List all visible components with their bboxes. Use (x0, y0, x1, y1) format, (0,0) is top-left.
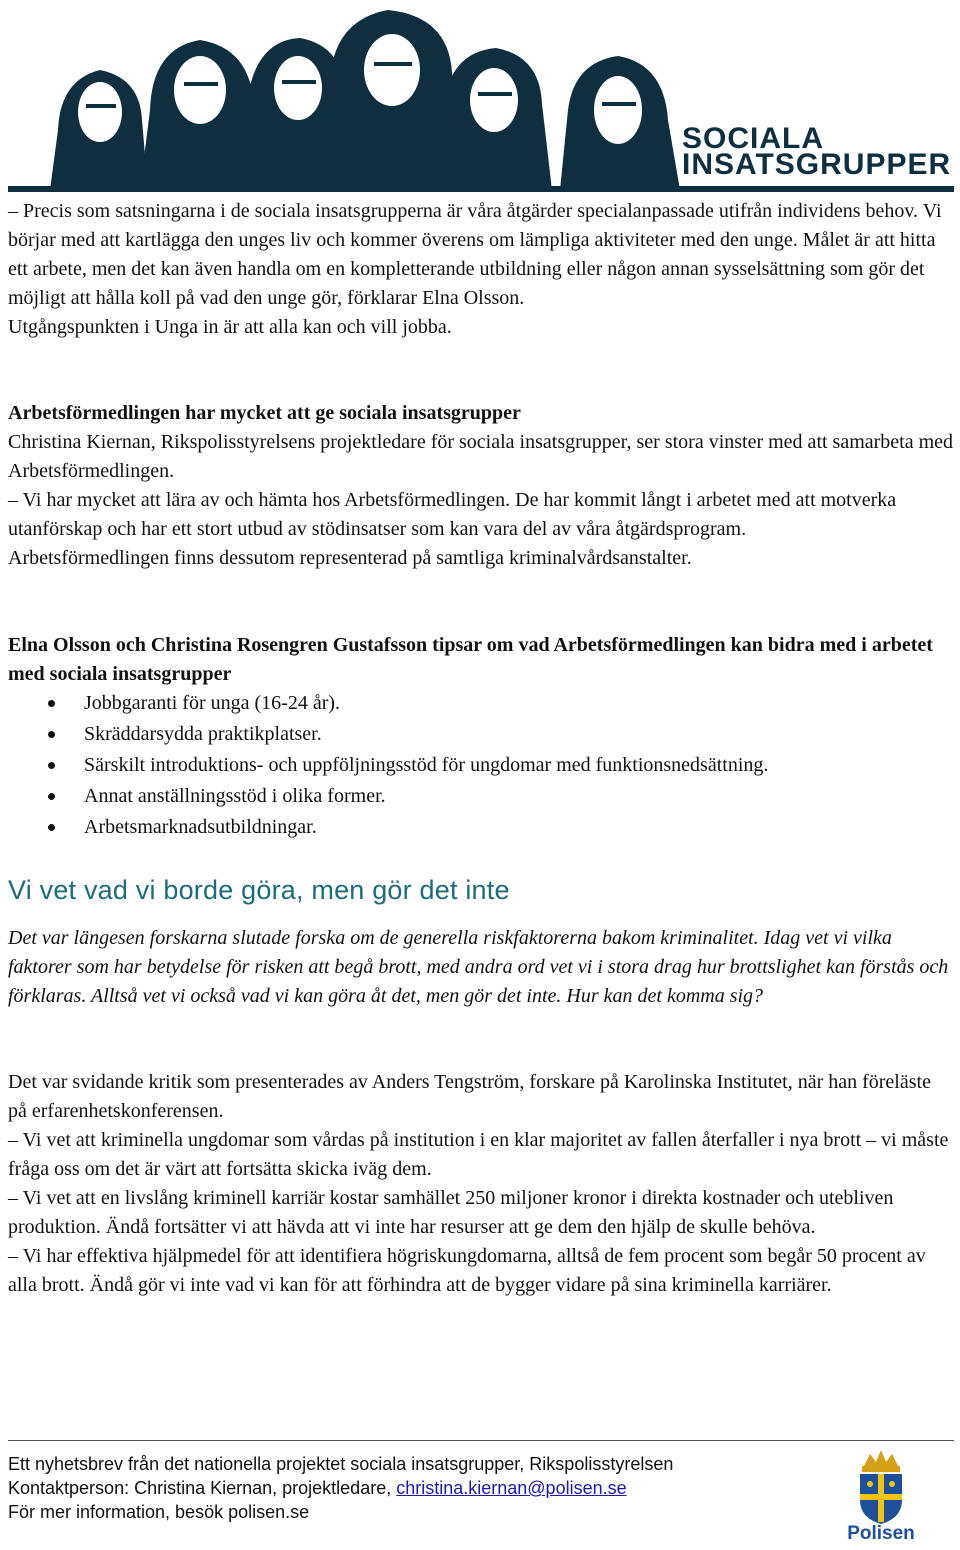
footer-divider (8, 1440, 954, 1441)
tips-heading: Elna Olsson och Christina Rosengren Gustafsson tipsar om vad Arbetsförmedlingen kan bidra med i arbetet med sociala insatsgrupper (8, 634, 933, 685)
brand-title-line1: SOCIALA (682, 122, 824, 155)
header-banner (0, 0, 960, 196)
bullet-icon (48, 824, 55, 831)
section-text: – Vi vet att en livslång kriminell karriär kostar samhället 250 miljoner kronor i direkta kostnader och utebliven produktion. Ändå fortsätter vi att hävda att vi inte har resurser att ge dem den hjälp de skulle behöva. (8, 1187, 894, 1238)
section-arbetsformedlingen (8, 399, 954, 573)
email-link[interactable]: christina.kiernan@polisen.se (396, 1478, 627, 1498)
section-text: Arbetsförmedlingen finns dessutom representerad på samtliga kriminalvårdsanstalter. (8, 547, 692, 569)
list-item: Skräddarsydda praktikplatser. (0, 719, 954, 750)
bullet-icon (48, 700, 55, 707)
list-item: Arbetsmarknadsutbildningar. (0, 812, 954, 843)
intro-paragraph (8, 197, 954, 342)
bullet-icon (48, 793, 55, 800)
footer-line: Ett nyhetsbrev från det nationella projektet sociala insatsgrupper, Rikspolisstyrelsen (8, 1454, 674, 1474)
section-text: Christina Kiernan, Rikspolisstyrelsens projektledare för sociala insatsgrupper, ser stora vinster med att samarbeta med Arbetsförmedlingen. (8, 431, 954, 482)
section-title: Vi vet vad vi borde göra, men gör det inte (8, 875, 510, 905)
brand-title-line2: INSATSGRUPPER (682, 148, 952, 181)
list-item: Jobbgaranti för unga (16-24 år). (0, 688, 954, 719)
section-heading: Arbetsförmedlingen har mycket att ge sociala insatsgrupper (8, 402, 521, 424)
list-item: Särskilt introduktions- och uppföljningsstöd för ungdomar med funktionsnedsättning. (0, 750, 954, 781)
section-text: – Vi har mycket att lära av och hämta hos Arbetsförmedlingen. De har kommit långt i arbetet med att motverka utanförskap och har ett stort utbud av stödinsatser som kan vara del av våra åtgärdsprogram. (8, 489, 897, 540)
footer-contact: Kontaktperson: Christina Kiernan, projektledare, christina.kiernan@polisen.se (8, 1478, 627, 1498)
section-body (8, 1068, 954, 1300)
tips-list (0, 688, 954, 843)
section-text: – Vi vet att kriminella ungdomar som vårdas på institution i en klar majoritet av fallen återfaller i nya brott – vi måste fråga oss om det är värt att fortsätta skicka iväg dem. (8, 1129, 949, 1180)
section-intro: Det var längesen forskarna slutade forska om de generella riskfaktorerna bakom kriminalitet. Idag vet vi vilka faktorer som har betydelse för risken att begå brott, med andra ord vet vi i stora drag hur brottslighet kan förstås och förklaras. Alltså vet vi också vad vi kan göra åt det, men gör det inte. Hur kan det komma sig? (8, 927, 949, 1007)
bullet-icon (48, 762, 55, 769)
footer (8, 1452, 838, 1524)
intro-paragraph-conclusion: Utgångspunkten i Unga in är att alla kan och vill jobba. (8, 316, 452, 338)
footer-line: För mer information, besök polisen.se (8, 1502, 310, 1522)
bullet-icon (48, 731, 55, 738)
section-text: – Vi har effektiva hjälpmedel för att identifiera högriskungdomarna, alltså de fem procent som begår 50 procent av alla brott. Ändå gör vi inte vad vi kan för att förhindra att de bygger vidare på sina kriminella karriärer. (8, 1245, 926, 1296)
section-text: Det var svidande kritik som presenterades av Anders Tengström, forskare på Karolinska Institutet, när han föreläste på erfarenhetskonferensen. (8, 1071, 931, 1122)
intro-paragraph-text: – Precis som satsningarna i de sociala insatsgrupperna är våra åtgärder specialanpassade utifrån individens behov. Vi börjar med att kartlägga den unges liv och kommer överens om lämpliga aktiviteter med den unge. Målet är att hitta ett arbete, men det kan även handla om en kompletterande utbildning eller någon annan sysselsättning som gör det möjligt att hålla koll på vad den unge gör, förklarar Elna Olsson. (8, 200, 942, 309)
police-logo-text: Polisen (847, 1523, 915, 1544)
list-item: Annat anställningsstöd i olika former. (0, 781, 954, 812)
